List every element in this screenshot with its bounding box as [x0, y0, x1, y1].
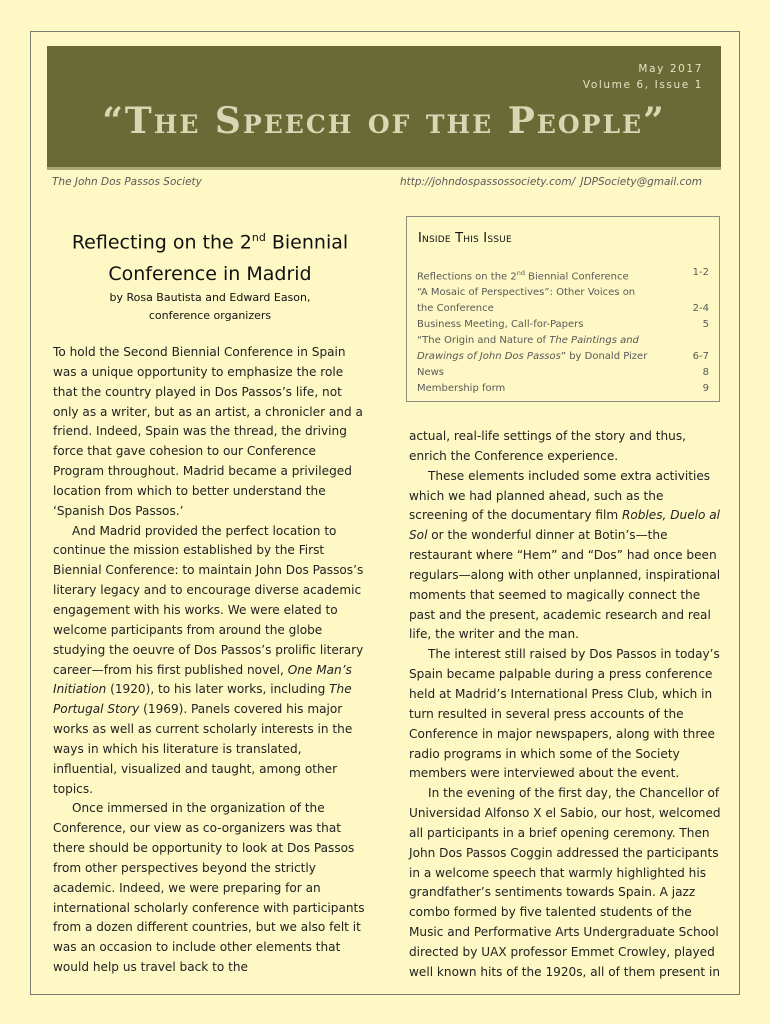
society-name: The John Dos Passos Society [52, 176, 202, 188]
issue-info [583, 61, 703, 93]
inside-heading: Inside This Issue [418, 231, 512, 246]
toc-item[interactable] [417, 381, 709, 397]
contact-line [400, 176, 702, 188]
toc-item-page: 2-4 [692, 303, 709, 315]
paragraph: Once immersed in the organization of the Conference, our view as co-organizers was that there should be opportunity to look at Dos Passos from other perspectives beyond the strictly academic. Indeed, we were preparing for an international scholarly conference with participants from a dozen different countries, but we also felt it was an occasion to include other elements that would help us travel back to the [53, 801, 365, 975]
paragraph: These elements included some extra activities which we had planned ahead, such as the screening of the documentary film Robles, Duelo al Sol or the wonderful dinner at Botin’s—the restaurant where “Hem” and “Dos” had once been regulars—along with other unplanned, inspirational moments that seemed to magically connect the past and the present, academic research and real life, the writer and the man. [409, 468, 721, 642]
toc-item[interactable] [417, 301, 709, 317]
paragraph: And Madrid provided the perfect location to continue the mission established by the First Biennial Conference: to maintain John Dos Passos’s literary legacy and to encourage diverse academic engagement with his works. We were elated to welcome participants from around the globe studying the oeuvre of Dos Passos’s prolific literary career—from his first published novel, One Man’s Initiation (1920), to his later works, including The Portugal Story (1969). Panels covered his major works as well as current scholarly interests in the ways in which his literature is translated, influential, visualized and taught, among other topics. [53, 523, 364, 796]
toc-item-page: 5 [702, 319, 709, 331]
toc-list [417, 265, 709, 397]
toc-item-title: “A Mosaic of Perspectives”: Other Voices on [417, 287, 636, 299]
newsletter-title: “The Speech of the People” [102, 100, 666, 142]
toc-item-title: the Conference [417, 303, 494, 315]
toc-item[interactable] [417, 333, 709, 349]
toc-item-title: “The Origin and Nature of The Paintings and [417, 335, 639, 347]
toc-item-page [659, 333, 709, 349]
toc-item-title: Reflections on the 2nd Biennial Conference [417, 269, 629, 283]
paragraph: actual, real-life settings of the story and thus, enrich the Conference experience. [409, 429, 686, 463]
toc-item-title: Membership form [417, 383, 506, 395]
article-left-column [53, 343, 365, 978]
toc-item[interactable] [417, 265, 709, 285]
website-link[interactable]: http://johndospassossociety.com/ [399, 176, 576, 188]
article-right-column [409, 427, 724, 983]
paragraph: The interest still raised by Dos Passos in today’s Spain became palpable during a press conference held at Madrid’s International Press Club, which in turn resulted in several press accounts of the Conference in major newspapers, along with three radio programs in which some of the Society members were interviewed about the event. [409, 647, 720, 781]
toc-item-title: Drawings of John Dos Passos” by Donald Pizer [417, 351, 648, 363]
toc-item-page: 9 [702, 383, 709, 395]
toc-item-page: 6-7 [692, 351, 709, 363]
toc-item-page: 8 [702, 367, 709, 379]
article-byline: by Rosa Bautista and Edward Eason, conference organizers [109, 291, 311, 322]
article-title: Reflecting on the 2nd Biennial Conference in Madrid [71, 231, 349, 286]
toc-item-page [659, 285, 709, 301]
issue-date: May 2017 [638, 63, 703, 75]
paragraph: To hold the Second Biennial Conference in Spain was a unique opportunity to emphasize the role that the country played in Dos Passos’s life, not only as a writer, but as an artist, a chronicler and a friend. Indeed, Spain was the thread, the driving force that gave cohesion to our Conference Program throughout. Madrid became a privileged location from which to better understand the ‘Spanish Dos Passos.’ [53, 345, 363, 518]
toc-item-title: Business Meeting, Call-for-Papers [417, 319, 584, 331]
issue-volume: Volume 6, Issue 1 [582, 79, 703, 91]
toc-item[interactable] [417, 285, 709, 301]
toc-item[interactable] [417, 365, 709, 381]
toc-item[interactable] [417, 349, 709, 365]
masthead-banner [47, 46, 721, 170]
toc-item[interactable] [417, 317, 709, 333]
inside-this-issue-box [406, 216, 720, 402]
toc-item-page: 1-2 [692, 267, 709, 278]
toc-item-title: News [417, 367, 445, 379]
paragraph: In the evening of the first day, the Chancellor of Universidad Alfonso X el Sabio, our host, welcomed all participants in a brief opening ceremony. Then John Dos Passos Coggin addressed the participants in a welcome speech that warmly highlighted his grandfather’s sentiments towards Spain. A jazz combo formed by five talented students of the Music and Performative Arts Undergraduate School directed by UAX professor Emmet Crowley, played well known hits of the 1920s, all of them present in [409, 786, 721, 979]
email-link[interactable]: JDPSociety@gmail.com [580, 176, 702, 188]
